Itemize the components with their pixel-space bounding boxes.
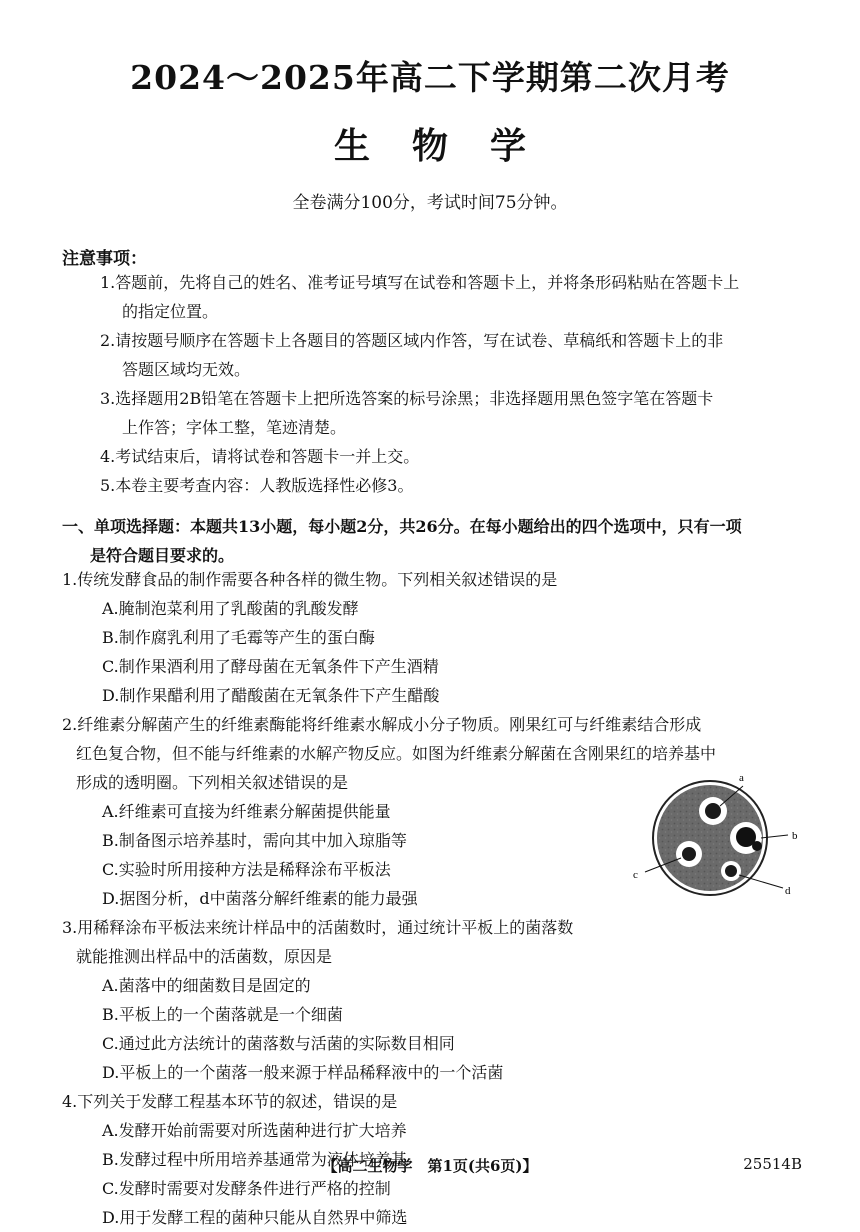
label-c: c [633, 869, 638, 881]
notice-heading: 注意事项： [62, 249, 147, 269]
option-c: C.制作果酒利用了酵母菌在无氧条件下产生酒精 [102, 657, 439, 676]
option-d: D.制作果醋利用了醋酸菌在无氧条件下产生醋酸 [102, 686, 440, 705]
option-b: B.平板上的一个菌落就是一个细菌 [102, 1005, 343, 1024]
notice-list [100, 268, 800, 500]
notice-item: 2.请按题号顺序在答题卡上各题目的答题区域内作答，写在试卷、草稿纸和答题卡上的非 答题区域均无效。 [100, 331, 724, 379]
option-b: B.发酵过程中所用培养基通常为液体培养基 [102, 1150, 407, 1169]
label-b: b [792, 830, 798, 842]
option-c: C.通过此方法统计的菌落数与活菌的实际数目相同 [102, 1034, 455, 1053]
section-heading: 一、单项选择题：本题共13小题，每小题2分，共26分。在每小题给出的四个选项中，只有一项 是符合题目要求的。 [62, 517, 742, 565]
question-stem: 3.用稀释涂布平板法来统计样品中的活菌数时，通过统计平板上的菌落数 就能推测出样品中的活菌数，原因是 [62, 918, 574, 966]
exam-info: 全卷满分100分，考试时间75分钟。 [292, 193, 568, 213]
option-a: A.腌制泡菜利用了乳酸菌的乳酸发酵 [102, 599, 359, 618]
notice-item: 3.选择题用2B铅笔在答题卡上把所选答案的标号涂黑；非选择题用黑色签字笔在答题卡 上作答；字体工整，笔迹清楚。 [100, 389, 714, 437]
question-stem: 4.下列关于发酵工程基本环节的叙述，错误的是 [62, 1092, 398, 1111]
option-c: C.发酵时需要对发酵条件进行严格的控制 [102, 1179, 391, 1198]
option-b: B.制作腐乳利用了毛霉等产生的蛋白酶 [102, 628, 375, 647]
question-stem: 2.纤维素分解菌产生的纤维素酶能将纤维素水解成小分子物质。刚果红可与纤维素结合形成 红色复合物，但不能与纤维素的水解产物反应。如图为纤维素分解菌在含刚果红的培养基中 形成的透明圈。下列相关叙述错误的是 [62, 715, 717, 792]
notice-item: 4.考试结束后，请将试卷和答题卡一并上交。 [100, 447, 420, 466]
footer-code: 25514B [743, 1155, 802, 1173]
exam-title: 2024～2025年高二下学期第二次月考 [130, 58, 730, 97]
petri-dish-figure [625, 768, 825, 898]
footer-page-info: 【高二生物学 第1页(共6页)】 [322, 1157, 538, 1175]
question-1 [62, 565, 802, 710]
notice-item: 5.本卷主要考查内容：人教版选择性必修3。 [100, 476, 414, 495]
colony-d [725, 865, 737, 877]
subject-title: 生物学 [333, 125, 568, 167]
option-c: C.实验时所用接种方法是稀释涂布平板法 [102, 860, 391, 879]
option-d: D.用于发酵工程的菌种只能从自然界中筛选 [102, 1208, 408, 1227]
option-d: D.平板上的一个菌落一般来源于样品稀释液中的一个活菌 [102, 1063, 504, 1082]
option-a: A.菌落中的细菌数目是固定的 [102, 976, 311, 995]
option-d: D.据图分析，d中菌落分解纤维素的能力最强 [102, 889, 418, 908]
colony-b-spot [752, 841, 762, 851]
question-stem: 1.传统发酵食品的制作需要各种各样的微生物。下列相关叙述错误的是 [62, 570, 558, 589]
option-a: A.纤维素可直接为纤维素分解菌提供能量 [102, 802, 391, 821]
question-3 [62, 913, 802, 1087]
question-list [62, 565, 802, 1232]
option-a: A.发酵开始前需要对所选菌种进行扩大培养 [102, 1121, 407, 1140]
label-a: a [739, 772, 744, 784]
colony-c [682, 847, 696, 861]
notice-item: 1.答题前，先将自己的姓名、准考证号填写在试卷和答题卡上，并将条形码粘贴在答题卡上 的指定位置。 [100, 273, 740, 321]
label-d: d [785, 885, 791, 897]
colony-a [705, 803, 721, 819]
option-b: B.制备图示培养基时，需向其中加入琼脂等 [102, 831, 407, 850]
